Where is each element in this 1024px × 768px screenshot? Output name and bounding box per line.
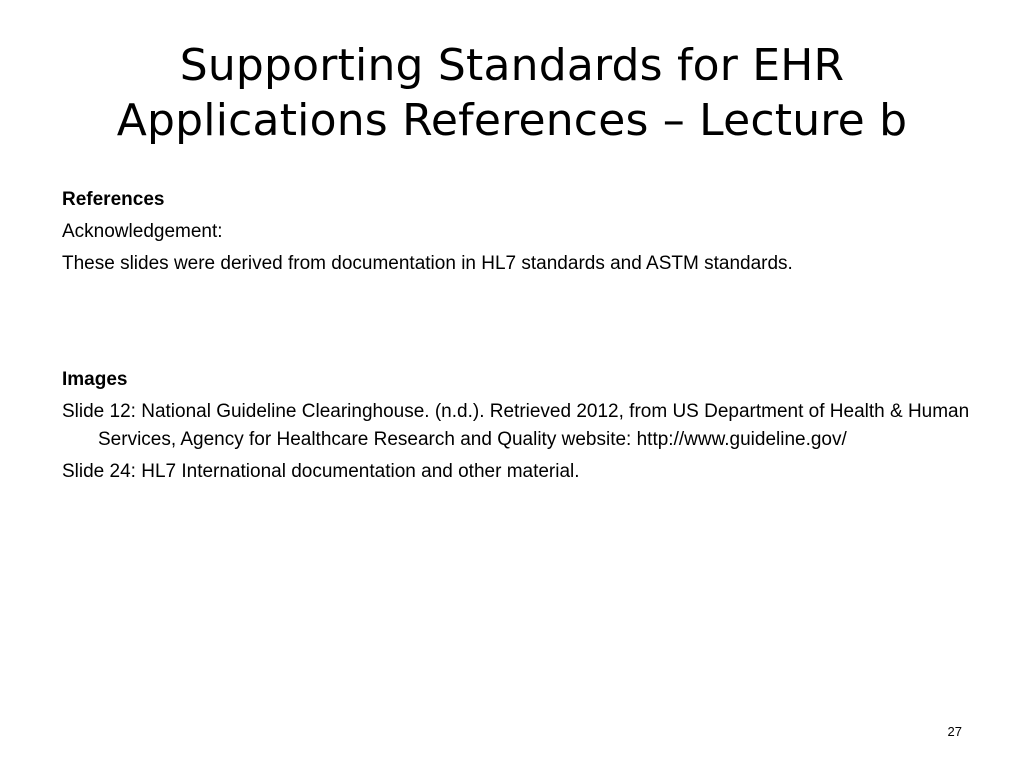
acknowledgement-label: Acknowledgement: — [62, 221, 223, 242]
image-reference-slide-12: Slide 12: National Guideline Clearinghouse. (n.d.). Retrieved 2012, from US Department of Health & Human Services, Agency for Healthcare Research and Quality website: http://www.guideline.gov/ — [62, 401, 970, 450]
page-number: 27 — [947, 724, 962, 739]
spacer — [62, 282, 982, 366]
acknowledgement-text: These slides were derived from documentation in HL7 standards and ASTM standards. — [62, 253, 793, 274]
slide-title — [40, 38, 984, 148]
slide-title-line-2: Applications References – Lecture b — [116, 95, 908, 146]
references-heading: References — [62, 189, 165, 210]
slide-title-line-1: Supporting Standards for EHR — [179, 40, 845, 91]
slide-body — [62, 186, 982, 490]
image-reference-slide-24: Slide 24: HL7 International documentation and other material. — [62, 461, 580, 482]
images-heading: Images — [62, 369, 128, 390]
